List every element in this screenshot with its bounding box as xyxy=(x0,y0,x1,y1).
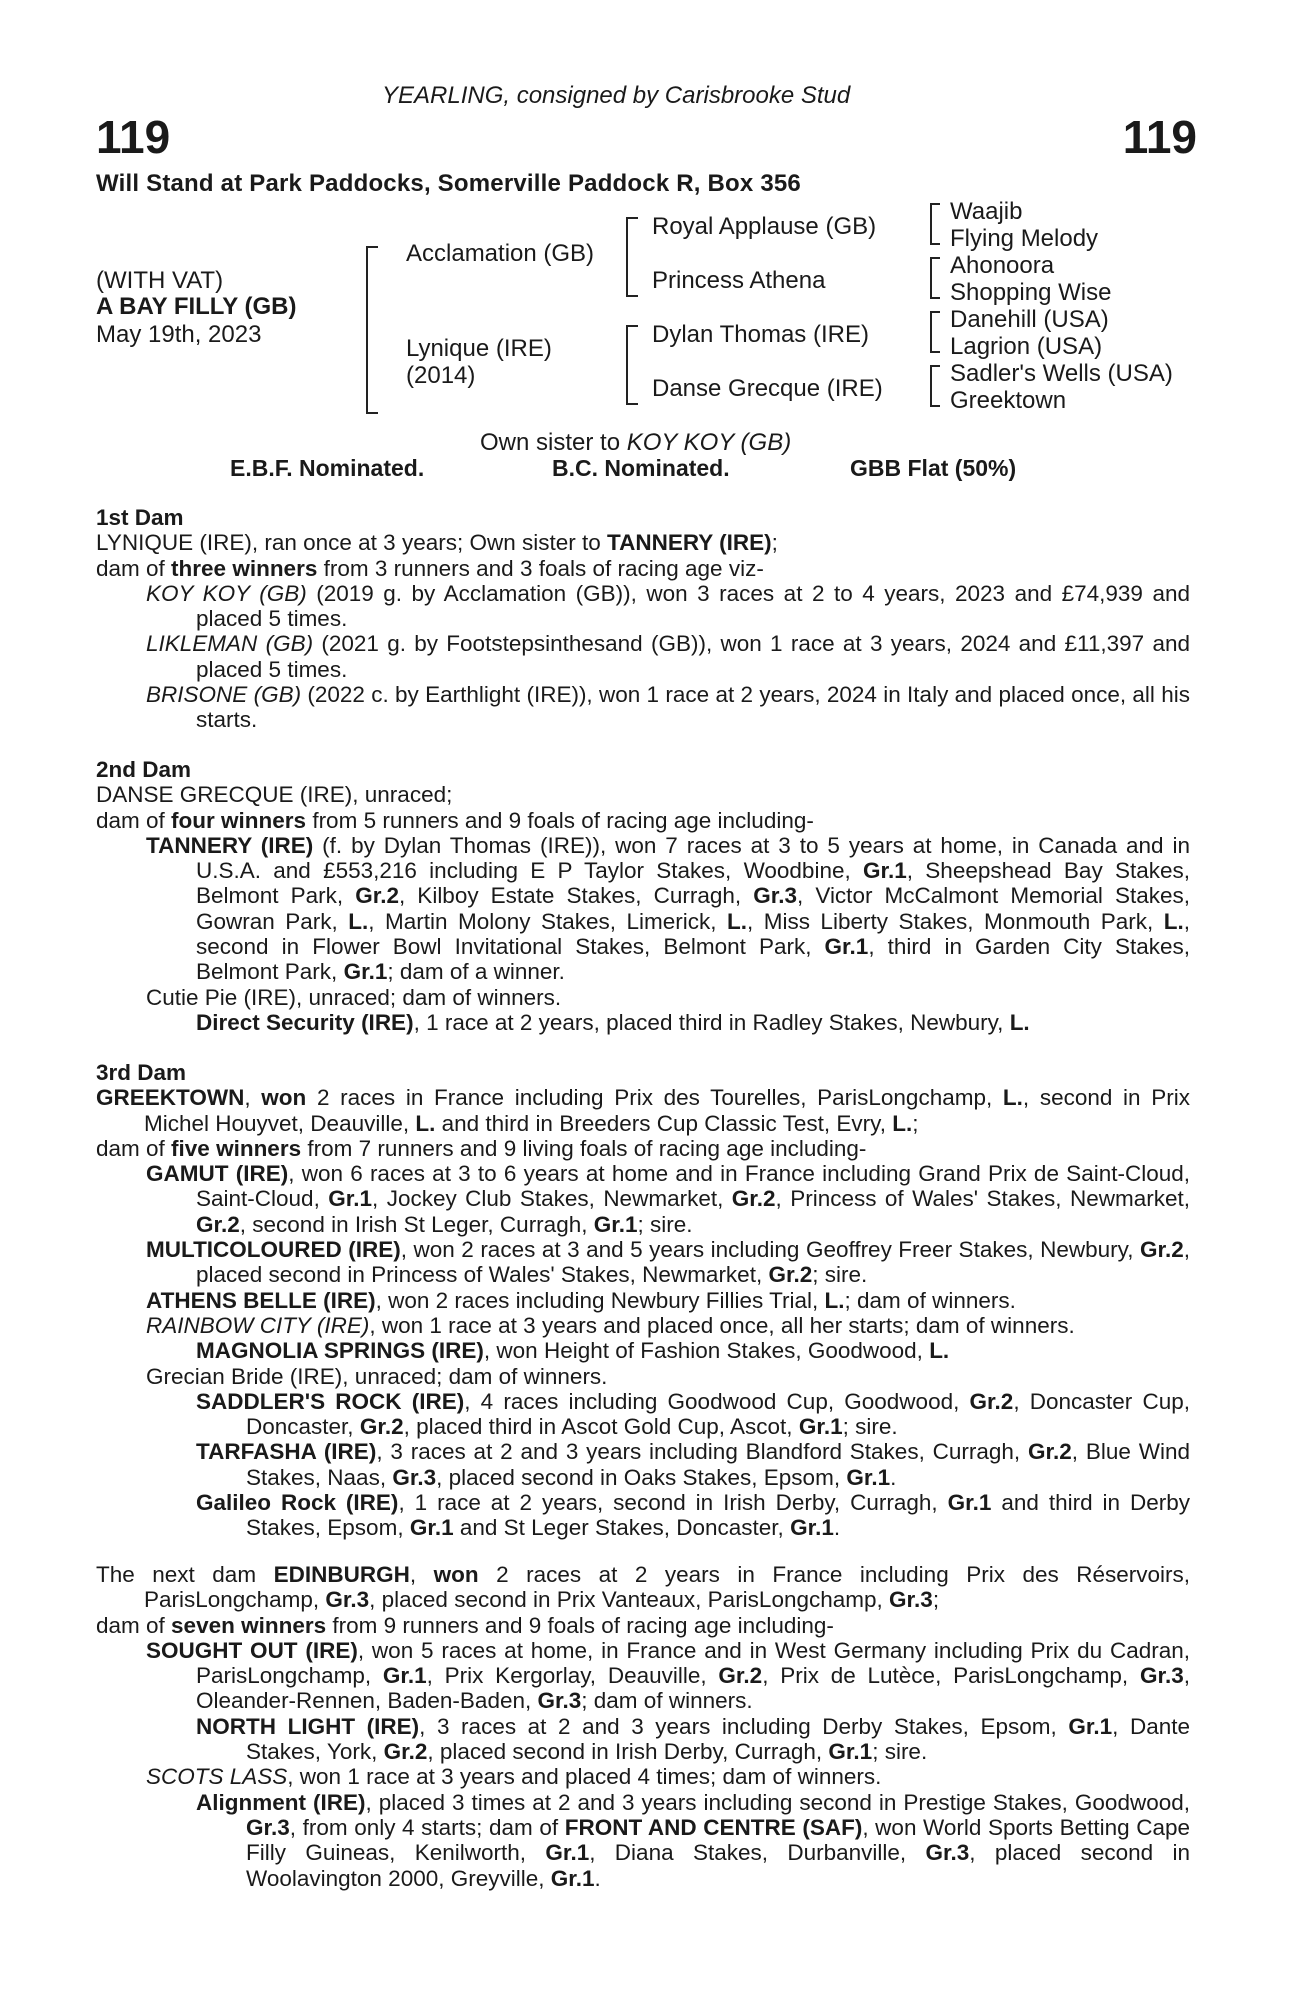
dam3-progeny-grecian-bride: Grecian Bride (IRE), unraced; dam of winners. xyxy=(146,1363,608,1389)
ped-g6: Lagrion (USA) xyxy=(950,333,1103,360)
dam2-intro: DANSE GRECQUE (IRE), unraced; xyxy=(96,782,453,808)
ped-g3: Ahonoora xyxy=(950,252,1055,279)
ped-g1: Waajib xyxy=(950,198,1023,225)
section-1st-dam xyxy=(96,505,1190,733)
section-3rd-dam xyxy=(96,1060,1190,1541)
ped-dam-dam: Danse Grecque (IRE) xyxy=(652,375,883,402)
dam4-intro: The next dam EDINBURGH, won 2 races at 2 years in France including Prix des Réservoirs, ParisLongchamp, Gr.3, placed second in Prix Vanteaux, ParisLongchamp, Gr.3; xyxy=(96,1562,1190,1613)
dam1-progeny-2: LIKLEMAN (GB) (2021 g. by Footstepsinthesand (GB)), won 1 race at 3 years, 2024 and £11,397 and placed 5 times. xyxy=(146,631,1190,682)
dam2-produce-summary: dam of four winners from 5 runners and 9 foals of racing age including- xyxy=(96,807,814,833)
brace-sire xyxy=(626,217,638,297)
dam4-progeny-sought-out: SOUGHT OUT (IRE), won 5 races at home, in France and in West Germany including Prix du Cadran, ParisLongchamp, Gr.1, Prix Kergorlay, Deauville, Gr.2, Prix de Lutèce, ParisLongchamp, Gr.3, Oleander-Rennen, Baden-Baden, Gr.3; dam of winners. xyxy=(146,1637,1190,1714)
dam3-produce-summary: dam of five winners from 7 runners and 9 living foals of racing age including- xyxy=(96,1135,867,1161)
lot-subtitle: YEARLING, consigned by Carisbrooke Stud xyxy=(382,82,851,109)
brace-gen1 xyxy=(366,246,378,414)
dam1-progeny-3: BRISONE (GB) (2022 c. by Earthlight (IRE)), won 1 race at 2 years, 2024 in Italy and placed once, all his starts. xyxy=(146,682,1190,733)
heading-3rd-dam: 3rd Dam xyxy=(96,1060,187,1085)
dam1-progeny-1: KOY KOY (GB) (2019 g. by Acclamation (GB)), won 3 races at 2 to 4 years, 2023 and £74,939 and placed 5 times. xyxy=(146,580,1190,632)
dam3-progeny-saddlers-rock: SADDLER'S ROCK (IRE), 4 races including Goodwood Cup, Goodwood, Gr.2, Doncaster Cup, Doncaster, Gr.2, placed third in Ascot Gold Cup, Ascot, Gr.1; sire. xyxy=(196,1388,1191,1440)
lot-number-left: 119 xyxy=(96,111,171,163)
dam3-progeny-tarfasha: TARFASHA (IRE), 3 races at 2 and 3 years including Blandford Stakes, Curragh, Gr.2, Blue Wind Stakes, Naas, Gr.3, placed second in Oaks Stakes, Epsom, Gr.1. xyxy=(196,1439,1190,1490)
brace-g3 xyxy=(930,311,940,353)
gbb-nomination: GBB Flat (50%) xyxy=(850,455,1017,481)
ped-sire-dam: Princess Athena xyxy=(652,267,826,294)
dam3-progeny-magnolia-springs: MAGNOLIA SPRINGS (IRE), won Height of Fashion Stakes, Goodwood, L. xyxy=(196,1338,950,1364)
ped-dam-year: (2014) xyxy=(406,362,476,389)
heading-1st-dam: 1st Dam xyxy=(96,505,184,530)
bc-nomination: B.C. Nominated. xyxy=(552,455,730,481)
horse-name: A BAY FILLY (GB) xyxy=(96,293,297,320)
dam3-progeny-athens-belle: ATHENS BELLE (IRE), won 2 races including Newbury Fillies Trial, L.; dam of winners. xyxy=(146,1287,1016,1313)
dam3-progeny-gamut: GAMUT (IRE), won 6 races at 3 to 6 years at home and in France including Grand Prix de Saint-Cloud, Saint-Cloud, Gr.1, Jockey Club Stakes, Newmarket, Gr.2, Princess of Wales' Stakes, Newmarket, Gr.2, second in Irish St Leger, Curragh, Gr.1; sire. xyxy=(146,1161,1190,1237)
dam3-progeny-multicoloured: MULTICOLOURED (IRE), won 2 races at 3 and 5 years including Geoffrey Freer Stakes, Newbury, Gr.2, placed second in Princess of Wales' Stakes, Newmarket, Gr.2; sire. xyxy=(146,1237,1190,1288)
ped-dam: Lynique (IRE) xyxy=(406,335,552,362)
dam4-progeny-alignment: Alignment (IRE), placed 3 times at 2 and 3 years including second in Prestige Stakes, Goodwood, Gr.3, from only 4 starts; dam of FRONT AND CENTRE (SAF), won World Sports Betting Cape Filly Guineas, Kenilworth, Gr.1, Diana Stakes, Durbanville, Gr.3, placed second in Woolavington 2000, Greyville, Gr.1. xyxy=(196,1789,1190,1891)
ped-g4: Shopping Wise xyxy=(950,279,1112,306)
dam1-produce-summary: dam of three winners from 3 runners and 3 foals of racing age viz- xyxy=(96,555,764,581)
dam3-intro: GREEKTOWN, won 2 races in France including Prix des Tourelles, ParisLongchamp, L., second in Prix Michel Houyvet, Deauville, L. and third in Breeders Cup Classic Test, Evry, L.; xyxy=(96,1085,1190,1136)
dam2-progeny-cutie-pie: Cutie Pie (IRE), unraced; dam of winners. xyxy=(146,984,562,1010)
brace-dam xyxy=(626,325,638,405)
ped-sire: Acclamation (GB) xyxy=(406,240,595,267)
ped-g5: Danehill (USA) xyxy=(950,306,1109,333)
dam3-progeny-rainbow-city: RAINBOW CITY (IRE), won 1 race at 3 years and placed once, all her starts; dam of winners. xyxy=(146,1312,1075,1338)
ped-g8: Greektown xyxy=(950,387,1067,414)
dam2-progeny-direct-security: Direct Security (IRE), 1 race at 2 years, placed third in Radley Stakes, Newbury, L. xyxy=(196,1009,1030,1035)
heading-2nd-dam: 2nd Dam xyxy=(96,757,192,782)
dam3-progeny-galileo-rock: Galileo Rock (IRE), 1 race at 2 years, second in Irish Derby, Curragh, Gr.1 and third in Derby Stakes, Epsom, Gr.1 and St Leger Stakes, Doncaster, Gr.1. xyxy=(196,1490,1191,1541)
ped-dam-sire: Dylan Thomas (IRE) xyxy=(652,321,869,348)
stand-info: Will Stand at Park Paddocks, Somerville Paddock R, Box 356 xyxy=(96,170,801,197)
dam1-intro: LYNIQUE (IRE), ran once at 3 years; Own sister to TANNERY (IRE); xyxy=(96,530,778,556)
ped-g7: Sadler's Wells (USA) xyxy=(950,360,1173,387)
dam4-progeny-scots-lass: SCOTS LASS, won 1 race at 3 years and placed 4 times; dam of winners. xyxy=(146,1764,882,1790)
dam2-progeny-tannery: TANNERY (IRE) (f. by Dylan Thomas (IRE)), won 7 races at 3 to 5 years at home, in Canada and in U.S.A. and £553,216 including E P Taylor Stakes, Woodbine, Gr.1, Sheepshead Bay Stakes, Belmont Park, Gr.2, Kilboy Estate Stakes, Curragh, Gr.3, Victor McCalmont Memorial Stakes, Gowran Park, L., Martin Molony Stakes, Limerick, L., Miss Liberty Stakes, Monmouth Park, L., second in Flower Bowl Invitational Stakes, Belmont Park, Gr.1, third in Garden City Stakes, Belmont Park, Gr.1; dam of a winner. xyxy=(146,832,1191,985)
vat-label: (WITH VAT) xyxy=(96,267,224,294)
brace-g2 xyxy=(930,257,940,299)
own-sister-line: Own sister to KOY KOY (GB) xyxy=(480,429,792,456)
dam4-progeny-north-light: NORTH LIGHT (IRE), 3 races at 2 and 3 years including Derby Stakes, Epsom, Gr.1, Dante Stakes, York, Gr.2, placed second in Irish Derby, Curragh, Gr.1; sire. xyxy=(196,1713,1191,1765)
ebf-nomination: E.B.F. Nominated. xyxy=(230,455,425,481)
section-next-dam xyxy=(96,1562,1190,1891)
section-2nd-dam xyxy=(96,757,1190,1035)
brace-g1 xyxy=(930,203,940,245)
ped-g2: Flying Melody xyxy=(950,225,1099,252)
dam4-produce-summary: dam of seven winners from 9 runners and 9 foals of racing age including- xyxy=(96,1612,834,1638)
lot-number-right: 119 xyxy=(1122,111,1197,163)
ped-sire-sire: Royal Applause (GB) xyxy=(652,213,877,240)
brace-g4 xyxy=(930,365,940,407)
horse-foaled: May 19th, 2023 xyxy=(96,321,262,348)
